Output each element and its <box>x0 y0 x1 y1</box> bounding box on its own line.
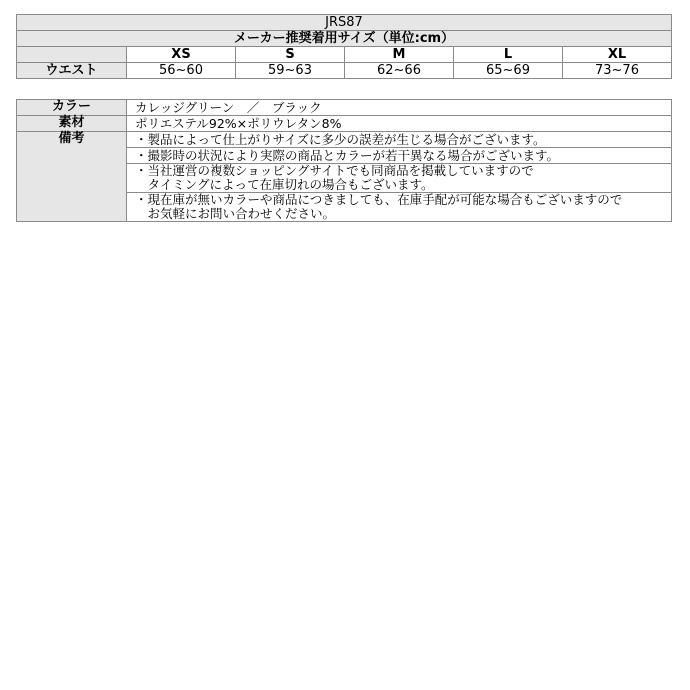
note-4-line-2: お気軽にお問い合わせください。 <box>135 206 336 221</box>
material-row <box>17 116 672 132</box>
size-header-m: M <box>345 47 454 63</box>
model-code: JRS87 <box>17 15 672 31</box>
size-header-xl: XL <box>563 47 672 63</box>
note-2-line-1: ・撮影時の状況により実際の商品とカラーが若干異なる場合がございます。 <box>135 147 560 163</box>
size-header-l: L <box>454 47 563 63</box>
product-info-table <box>16 99 672 222</box>
waist-label: ウエスト <box>17 63 127 79</box>
note-4 <box>127 193 672 222</box>
note-2 <box>127 148 672 164</box>
material-label: 素材 <box>17 116 127 132</box>
waist-s: 59~63 <box>236 63 345 79</box>
waist-l: 65~69 <box>454 63 563 79</box>
size-header-row <box>17 47 672 63</box>
notes-label: 備考 <box>17 132 127 222</box>
note-1 <box>127 132 672 148</box>
color-row <box>17 100 672 116</box>
note-3-line-1: ・当社運営の複数ショッピングサイトでも同商品を掲載していますので <box>135 163 534 178</box>
notes-row-1 <box>17 132 672 148</box>
size-header-xs: XS <box>127 47 236 63</box>
waist-xs: 56~60 <box>127 63 236 79</box>
size-table-subtitle: メーカー推奨着用サイズ（単位:cm） <box>17 31 672 47</box>
color-value: カレッジグリーン ／ ブラック <box>127 100 672 116</box>
waist-m: 62~66 <box>345 63 454 79</box>
note-3-line-2: タイミングによって在庫切れの場合もございます。 <box>135 177 434 192</box>
material-value: ポリエステル92%×ポリウレタン8% <box>127 116 672 132</box>
color-label: カラー <box>17 100 127 116</box>
size-header-s: S <box>236 47 345 63</box>
note-1-line-1: ・製品によって仕上がりサイズに多少の誤差が生じる場合がございます。 <box>135 131 546 147</box>
note-4-line-1: ・現在庫が無いカラーや商品につきましても、在庫手配が可能な場合もございますので <box>135 192 623 207</box>
size-header-blank <box>17 47 127 63</box>
waist-xl: 73~76 <box>563 63 672 79</box>
size-table <box>16 14 672 79</box>
note-3 <box>127 164 672 193</box>
waist-row <box>17 63 672 79</box>
